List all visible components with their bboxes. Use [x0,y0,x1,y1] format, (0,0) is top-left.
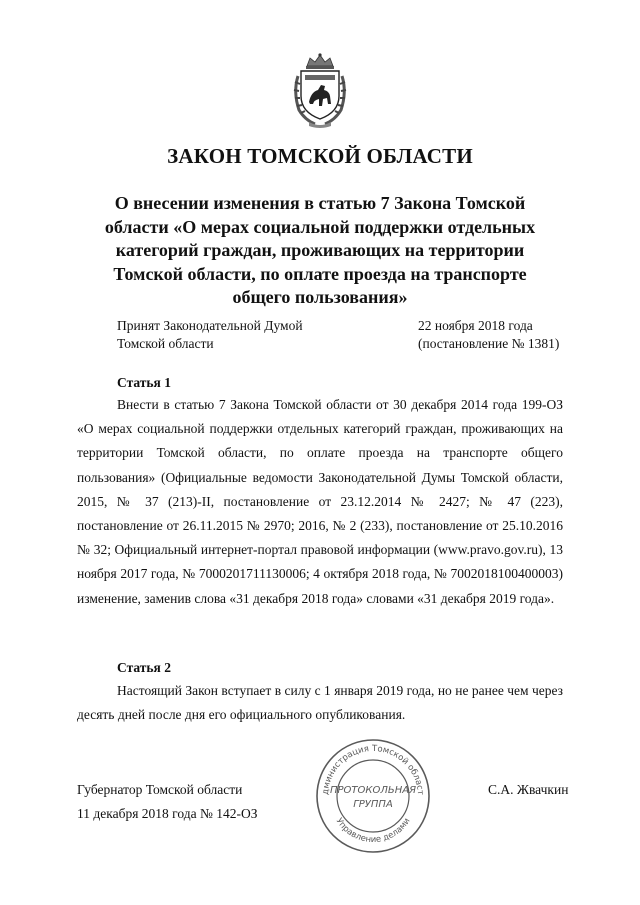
stamp-inner-line: ПРОТОКОЛЬНАЯ [329,785,417,796]
law-subtitle [78,192,562,310]
adopted-by [117,317,303,353]
stamp-inner-line: ГРУППА [353,799,393,810]
stamp-outer-bottom: Управление делами [333,816,413,846]
article-1-text: Внести в статью 7 Закона Томской области от 30 декабря 2014 года 199-ОЗ «О мерах социальной поддержки отдельных категорий граждан, проживающих на территории Томской области, по оплате проезда на транспорте общего пользования» (Официальные ведомости Законодательной Думы Томской области, 2015, № 37 (213)-II, постановление от 23.12.2014 № 2427; № 47 (223), постановление от 26.11.2015 № 2970; 2016, № 2 (233), постановление от 25.10.2016 № 32; Официальный интернет-портал правовой информации (www.pravo.gov.ru), 13 ноября 2017 года, № 7000201711130006; 4 октября 2018 года, № 7002018100400003) изменение, заменив слова «31 декабря 2018 года» словами «31 декабря 2019 года». [77,397,563,606]
adopted-by-line: Принят Законодательной Думой [117,318,303,333]
signer-position: Губернатор Томской области [77,782,243,797]
coat-of-arms-icon [291,52,349,128]
subtitle-line: О внесении изменения в статью 7 Закона Томской [114,193,526,213]
stamp-outer-top: дминистрация Томской област [320,743,426,796]
law-title: ЗАКОН ТОМСКОЙ ОБЛАСТИ [167,144,473,168]
subtitle-line: категорий граждан, проживающих на территории [115,240,525,260]
svg-text:Управление делами [334,816,413,845]
adopted-by-line: Томской области [117,336,214,351]
official-stamp-icon [313,736,433,856]
article-2-text: Настоящий Закон вступает в силу с 1 января 2019 года, но не ранее чем через десять дней после дня его официального опубликования. [77,683,563,723]
adoption-date-line: 22 ноября 2018 года [418,318,533,333]
adoption-date [418,317,559,353]
signing-date-number: 11 декабря 2018 года № 142-ОЗ [77,806,258,821]
subtitle-line: области «О мерах социальной поддержки отдельных [104,216,536,237]
subtitle-line: Томской области, по оплате проезда на транспорте [113,263,527,284]
article-2-heading: Статья 2 [117,660,171,675]
adoption-resolution-line: (постановление № 1381) [418,336,560,351]
subtitle-line: общего пользования» [232,287,408,307]
signer-name: С.А. Жвачкин [488,782,569,797]
article-1-heading: Статья 1 [117,375,171,390]
